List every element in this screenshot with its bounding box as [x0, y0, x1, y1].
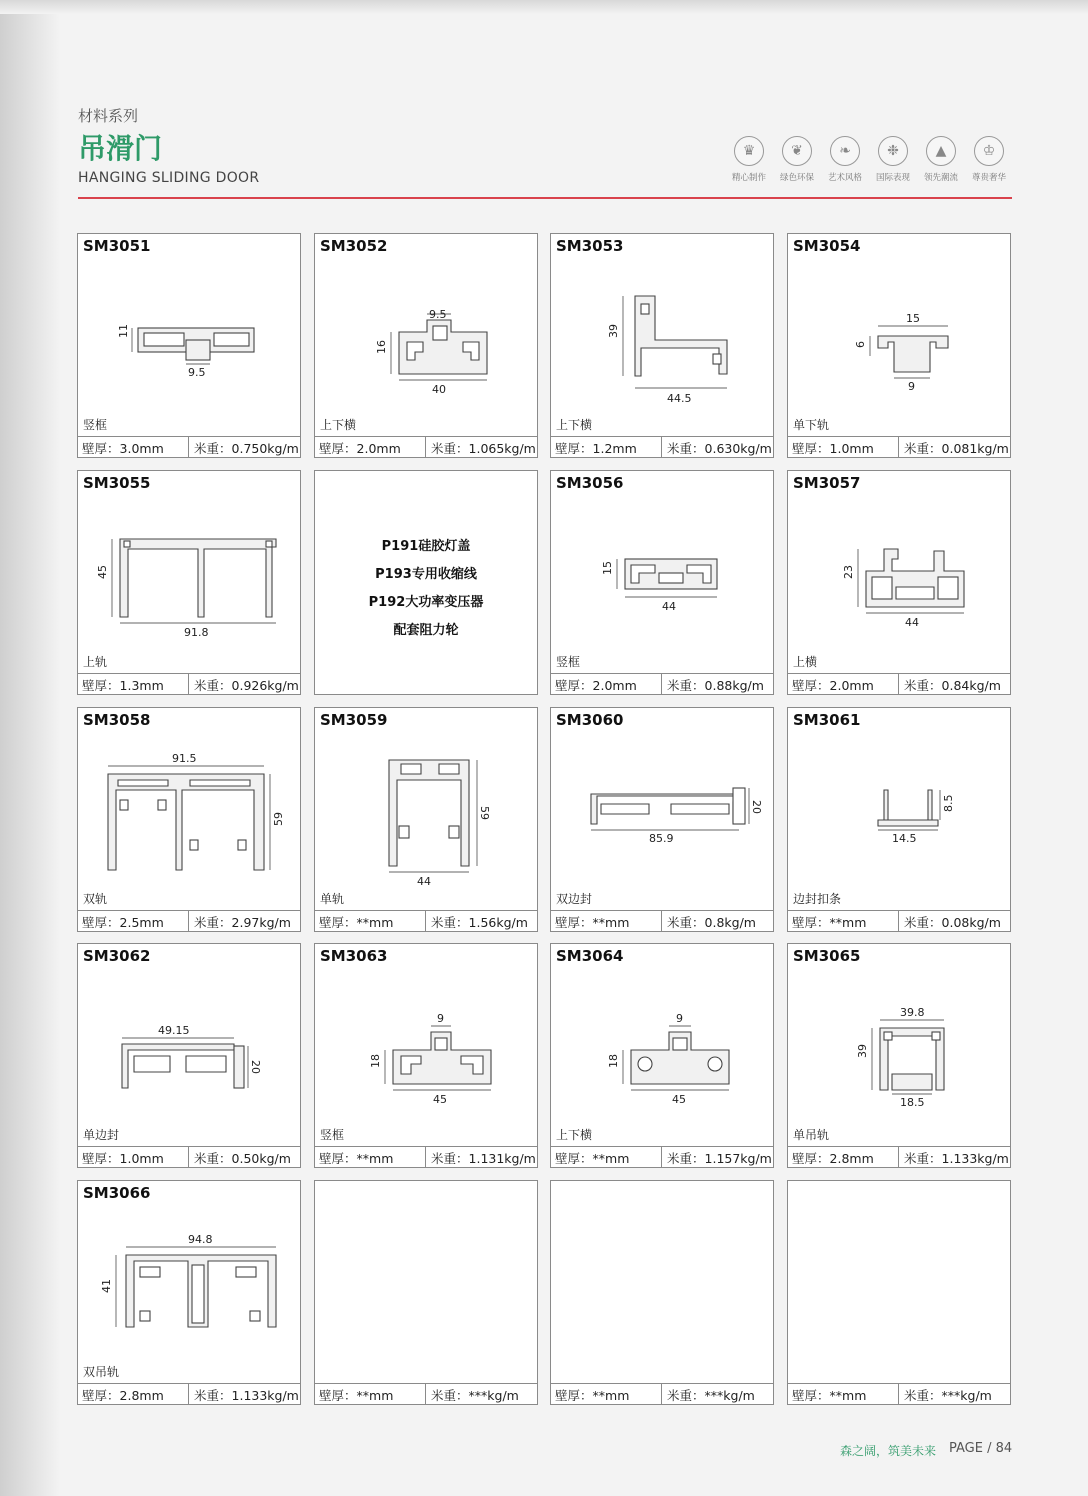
feature-label: 精心制作 — [731, 173, 766, 183]
product-name: 单边封 — [83, 1128, 120, 1142]
product-name: 双轨 — [83, 892, 108, 906]
product-code: SM3059 — [320, 711, 388, 729]
feature-item — [916, 136, 966, 183]
product-name: 双边封 — [556, 892, 593, 906]
dim-label: 14.5 — [892, 832, 917, 845]
spec-row — [315, 436, 537, 457]
product-card — [550, 943, 774, 1168]
dim-label: 41 — [100, 1279, 113, 1293]
dim-label: 94.8 — [188, 1233, 213, 1246]
page-top-shade — [0, 0, 1088, 14]
product-card — [314, 707, 538, 932]
accessory-item: 配套阻力轮 — [393, 623, 459, 638]
dim-label: 15 — [601, 561, 614, 575]
dim-label: 20 — [249, 1060, 262, 1074]
product-card — [77, 943, 301, 1168]
dim-label: 18 — [369, 1054, 382, 1068]
product-name: 单轨 — [320, 892, 345, 906]
dim-label: 40 — [432, 383, 446, 396]
profile-drawing — [551, 730, 773, 890]
feature-label: 尊贵奢华 — [971, 173, 1006, 183]
feature-item — [868, 136, 918, 183]
page-edge-shadow — [0, 0, 60, 1496]
dim-label: 59 — [478, 806, 491, 820]
wall-thickness: 壁厚：**mm — [555, 1151, 630, 1166]
spec-row — [551, 436, 773, 457]
accessory-item: P192大功率变压器 — [368, 595, 484, 610]
weight-per-meter: 米重：0.926kg/m — [194, 678, 299, 693]
product-name: 竖框 — [83, 418, 108, 432]
product-card — [787, 233, 1011, 458]
dim-label: 91.8 — [184, 626, 209, 639]
product-code: SM3053 — [556, 237, 624, 255]
spec-row — [315, 1383, 537, 1404]
weight-per-meter: 米重：0.08kg/m — [904, 915, 1001, 930]
profile-drawing — [315, 256, 537, 416]
dim-label: 8.5 — [942, 794, 955, 812]
spec-row — [551, 673, 773, 694]
wall-thickness: 壁厚：**mm — [319, 1388, 394, 1403]
product-code: SM3052 — [320, 237, 388, 255]
spec-row — [78, 673, 300, 694]
accessory-item: P191硅胶灯盖 — [381, 539, 471, 554]
dim-label: 16 — [375, 340, 388, 354]
dim-label: 18 — [607, 1054, 620, 1068]
dim-label: 85.9 — [649, 832, 674, 845]
product-name: 上横 — [793, 655, 818, 669]
profile-drawing — [78, 1203, 300, 1363]
profile-drawing — [78, 493, 300, 653]
product-code: SM3056 — [556, 474, 624, 492]
feature-item — [772, 136, 822, 183]
product-code: SM3062 — [83, 947, 151, 965]
wall-thickness: 壁厚：1.0mm — [792, 441, 874, 456]
wall-thickness: 壁厚：**mm — [792, 915, 867, 930]
dim-label: 11 — [117, 324, 130, 338]
weight-per-meter: 米重：0.750kg/m — [194, 441, 299, 456]
wall-thickness: 壁厚：**mm — [319, 915, 394, 930]
weight-per-meter: 米重：0.630kg/m — [667, 441, 772, 456]
product-code: SM3055 — [83, 474, 151, 492]
product-code: SM3057 — [793, 474, 861, 492]
profile-drawing — [78, 730, 300, 890]
spec-row — [315, 1146, 537, 1167]
product-card — [77, 1180, 301, 1405]
product-card — [550, 1180, 774, 1405]
weight-per-meter: 米重：1.065kg/m — [431, 441, 536, 456]
spec-row — [551, 1146, 773, 1167]
product-code: SM3063 — [320, 947, 388, 965]
dim-label: 44 — [417, 875, 431, 888]
footer-slogan: 森之阔，筑美未来 — [840, 1444, 937, 1458]
product-name: 单吊轨 — [793, 1128, 830, 1142]
product-name: 单下轨 — [793, 418, 830, 432]
feature-item — [724, 136, 774, 183]
wall-thickness: 壁厚：**mm — [555, 915, 630, 930]
product-card — [550, 707, 774, 932]
product-code: SM3060 — [556, 711, 624, 729]
profile-drawing — [315, 730, 537, 890]
product-code: SM3061 — [793, 711, 861, 729]
plant-icon: ❧ — [830, 136, 860, 166]
product-card — [314, 943, 538, 1168]
weight-per-meter: 米重：1.133kg/m — [904, 1151, 1009, 1166]
wall-thickness: 壁厚：2.0mm — [555, 678, 637, 693]
trophy-icon: ♛ — [734, 136, 764, 166]
profile-drawing — [788, 730, 1010, 890]
wall-thickness: 壁厚：2.0mm — [319, 441, 401, 456]
product-name: 上下横 — [556, 1128, 593, 1142]
wall-thickness: 壁厚：1.2mm — [555, 441, 637, 456]
spec-row — [78, 436, 300, 457]
wall-thickness: 壁厚：**mm — [792, 1388, 867, 1403]
wall-thickness: 壁厚：**mm — [319, 1151, 394, 1166]
header-divider — [78, 197, 1012, 199]
weight-per-meter: 米重：0.8kg/m — [667, 915, 756, 930]
dim-label: 44 — [905, 616, 919, 629]
product-name: 上下横 — [556, 418, 593, 432]
weight-per-meter: 米重：2.97kg/m — [194, 915, 291, 930]
spec-row — [788, 436, 1010, 457]
dim-label: 45 — [433, 1093, 447, 1106]
product-card — [77, 707, 301, 932]
wall-thickness: 壁厚：3.0mm — [82, 441, 164, 456]
dim-label: 45 — [96, 565, 109, 579]
crown-icon: ♔ — [974, 136, 1004, 166]
spec-row — [315, 910, 537, 931]
wall-thickness: 壁厚：**mm — [555, 1388, 630, 1403]
product-name: 上下横 — [320, 418, 357, 432]
feature-label: 国际表现 — [875, 173, 910, 183]
dim-label: 6 — [854, 341, 867, 348]
dim-label: 18.5 — [900, 1096, 925, 1109]
product-code: SM3066 — [83, 1184, 151, 1202]
feature-icons — [724, 136, 1016, 186]
weight-per-meter: 米重：1.133kg/m — [194, 1388, 299, 1403]
spec-row — [78, 1146, 300, 1167]
profile-drawing — [315, 966, 537, 1126]
series-label: 材料系列 — [78, 107, 139, 125]
spec-row — [78, 1383, 300, 1404]
dim-label: 44 — [662, 600, 676, 613]
spec-row — [788, 910, 1010, 931]
product-code: SM3065 — [793, 947, 861, 965]
product-code: SM3054 — [793, 237, 861, 255]
dim-label: 91.5 — [172, 752, 197, 765]
wall-thickness: 壁厚：2.5mm — [82, 915, 164, 930]
profile-drawing — [788, 256, 1010, 416]
spec-row — [551, 910, 773, 931]
dim-label: 9 — [676, 1012, 683, 1025]
page-number: PAGE / 84 — [949, 1441, 1013, 1456]
weight-per-meter: 米重：0.88kg/m — [667, 678, 764, 693]
profile-drawing — [788, 493, 1010, 653]
dim-label: 9 — [908, 380, 915, 393]
product-name: 双吊轨 — [83, 1365, 120, 1379]
page-title: 吊滑门 — [78, 132, 163, 165]
product-name: 竖框 — [320, 1128, 345, 1142]
product-card — [314, 233, 538, 458]
dim-label: 9 — [437, 1012, 444, 1025]
profile-drawing — [551, 256, 773, 416]
dim-label: 59 — [272, 812, 285, 826]
wall-thickness: 壁厚：1.0mm — [82, 1151, 164, 1166]
weight-per-meter: 米重：***kg/m — [667, 1388, 755, 1403]
spec-row — [788, 1146, 1010, 1167]
wall-thickness: 壁厚：2.8mm — [82, 1388, 164, 1403]
weight-per-meter: 米重：***kg/m — [904, 1388, 992, 1403]
feature-item — [820, 136, 870, 183]
dim-label: 49.15 — [158, 1024, 190, 1037]
mountain-icon: ▲ — [926, 136, 956, 166]
wall-thickness: 壁厚：2.8mm — [792, 1151, 874, 1166]
profile-drawing — [78, 256, 300, 416]
dim-label: 15 — [906, 312, 920, 325]
weight-per-meter: 米重：0.84kg/m — [904, 678, 1001, 693]
profile-drawing — [551, 966, 773, 1126]
dim-label: 44.5 — [667, 392, 692, 405]
spec-row — [551, 1383, 773, 1404]
feature-label: 绿色环保 — [779, 173, 814, 183]
weight-per-meter: 米重：0.50kg/m — [194, 1151, 291, 1166]
weight-per-meter: 米重：1.157kg/m — [667, 1151, 772, 1166]
leaf-eco-icon: ❦ — [782, 136, 812, 166]
dim-label: 9.5 — [188, 366, 206, 379]
accessory-card — [314, 470, 538, 695]
feature-label: 艺术风格 — [827, 173, 862, 183]
dim-label: 39 — [607, 324, 620, 338]
spec-row — [78, 910, 300, 931]
dim-label: 45 — [672, 1093, 686, 1106]
product-code: SM3064 — [556, 947, 624, 965]
product-name: 边封扣条 — [793, 892, 842, 906]
feature-label: 领先潮流 — [923, 173, 958, 183]
wall-thickness: 壁厚：2.0mm — [792, 678, 874, 693]
weight-per-meter: 米重：1.56kg/m — [431, 915, 528, 930]
weight-per-meter: 米重：***kg/m — [431, 1388, 519, 1403]
weight-per-meter: 米重：0.081kg/m — [904, 441, 1009, 456]
product-card — [787, 470, 1011, 695]
dim-label: 23 — [842, 565, 855, 579]
product-code: SM3051 — [83, 237, 151, 255]
product-card — [77, 233, 301, 458]
profile-drawing — [78, 966, 300, 1126]
spec-row — [788, 673, 1010, 694]
dim-label: 39 — [856, 1044, 869, 1058]
dim-label: 20 — [750, 800, 763, 814]
dim-label: 39.8 — [900, 1006, 925, 1019]
product-card — [77, 470, 301, 695]
product-name: 上轨 — [83, 655, 108, 669]
snowflake-icon: ❉ — [878, 136, 908, 166]
dim-label: 9.5 — [429, 308, 447, 321]
feature-item — [964, 136, 1014, 183]
product-name: 竖框 — [556, 655, 581, 669]
profile-drawing — [551, 493, 773, 653]
profile-drawing — [788, 966, 1010, 1126]
product-card — [314, 1180, 538, 1405]
product-card — [550, 470, 774, 695]
wall-thickness: 壁厚：1.3mm — [82, 678, 164, 693]
product-card — [787, 707, 1011, 932]
accessory-list — [315, 533, 537, 645]
product-code: SM3058 — [83, 711, 151, 729]
product-card — [787, 1180, 1011, 1405]
product-card — [787, 943, 1011, 1168]
page-subtitle: HANGING SLIDING DOOR — [78, 170, 260, 186]
accessory-item: P193专用收缩线 — [375, 567, 477, 582]
weight-per-meter: 米重：1.131kg/m — [431, 1151, 536, 1166]
spec-row — [788, 1383, 1010, 1404]
product-card — [550, 233, 774, 458]
